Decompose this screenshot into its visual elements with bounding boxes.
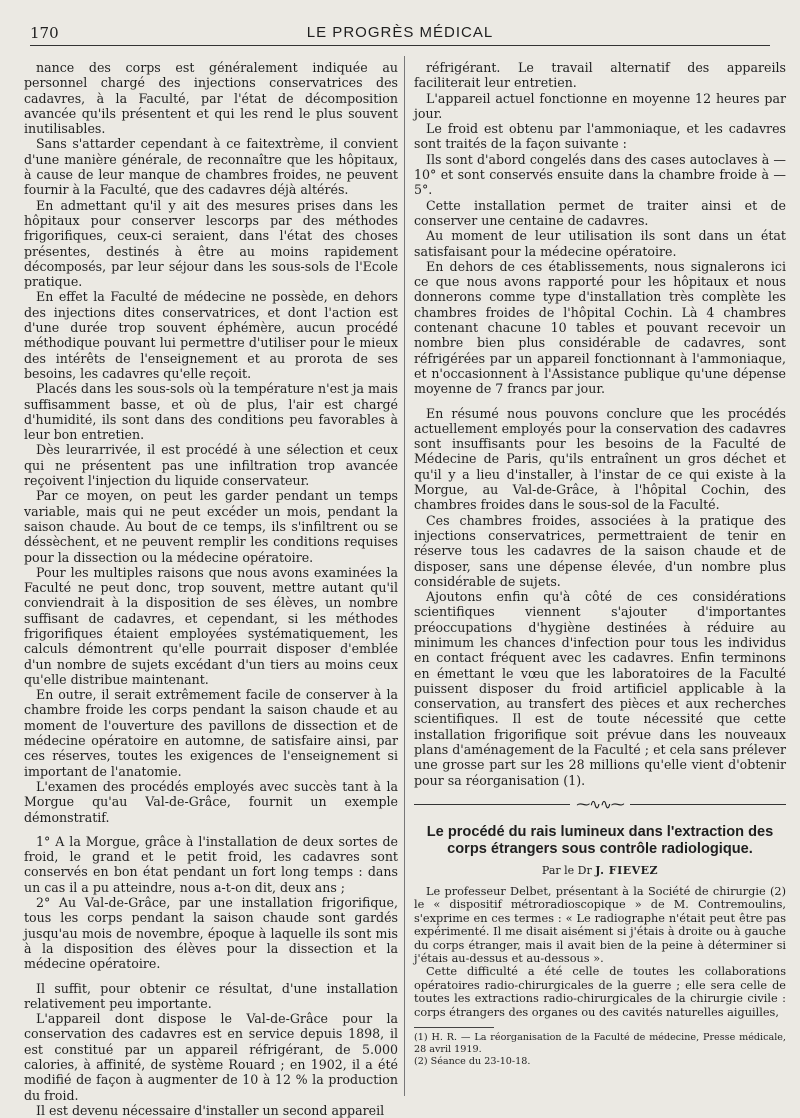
paragraph: 1° A la Morgue, grâce à l'installation de deux sortes de froid, le grand et le petit froid, les cadavres sont conservés en bon état pendant un fort long temps : dans un cas il a pu atteindre, nous a-t-on dit, deux ans ; [24, 833, 398, 895]
paragraph: En résumé nous pouvons conclure que les procédés actuellement employés pour la conservation des cadavres sont insuffisants pour les besoins de la Faculté de Médecine de Paris, qu'ils entraînent un gros déchet et qu'il y a lieu d'installer, à l'instar de ce qui existe à la Morgue, au Val-de-Grâce, à l'hôpital Cochin, des chambres froides dans le sous-sol de la Faculté. [414, 405, 786, 513]
footnote-rule [414, 1027, 494, 1028]
page-number: 170 [30, 24, 59, 42]
paragraph: Ajoutons enfin qu'à côté de ces considérations scientifiques viennent s'ajouter d'importantes préoccupations d'hygiène destinées à réduire au minimum les chances d'infection pour tous les individus en contact fréquent avec les cadavres. Enfin terminons en émettant le vœu que les laboratoires de la Faculté puissent disposer du froid artificiel applicable à la conservation, au transfert des pièces et aux recherches scientifiques. Il est de toute nécessité que cette installation frigorifique soit prévue dans les nouveaux plans d'aménagement de la Faculté ; et cela sans prélever une grosse part sur les 28 millions qu'elle vient d'obtenir pour sa réorganisation (1). [414, 589, 786, 788]
author-name: J. FIEVEZ [595, 863, 659, 877]
flourish-ornament: ⁓∿∿⁓ [576, 796, 624, 813]
article-byline [414, 864, 786, 877]
paragraph: En effet la Faculté de médecine ne possède, en dehors des injections dites conservatrices, et dont l'action est d'une durée trop souvent éphémère, aucun procédé méthodique pouvant lui permettre d'utiliser pour le mieux des intérêts de l'enseignement et au prorota de ses besoins, les cadavres qu'elle reçoit. [24, 289, 398, 381]
paragraph: Ils sont d'abord congelés dans des cases autoclaves à — 10° et sont conservés ensuite dans la chambre froide à — 5°. [414, 151, 786, 198]
paragraph: Il suffit, pour obtenir ce résultat, d'une installation relativement peu importante. [24, 980, 398, 1011]
paragraph: nance des corps est généralement indiquée au personnel chargé des injections conservatrices des cadavres, à la Faculté, par l'état de décomposition avancée qu'ils présentent et qui les rend le plus souvent inutilisables. [24, 60, 398, 137]
paragraph: L'examen des procédés employés avec succès tant à la Morgue qu'au Val-de-Grâce, fournit un exemple démonstratif. [24, 778, 398, 825]
paragraph: Sans s'attarder cependant à ce faitextrème, il convient d'une manière générale, de reconnaître que les hôpitaux, à cause de leur manque de chambres froides, ne peuvent fournir à la Faculté, que des cadavres déjà altérés. [24, 136, 398, 198]
paragraph: Le froid est obtenu par l'ammoniaque, et les cadavres sont traités de la façon suivante : [414, 121, 786, 152]
column-divider [404, 56, 405, 1096]
left-column [24, 60, 398, 1118]
paragraph: Il est devenu nécessaire d'installer un second appareil [36, 1102, 385, 1118]
paragraph: Au moment de leur utilisation ils sont dans un état satisfaisant pour la médecine opératoire. [414, 228, 786, 259]
paragraph: Cette difficulté a été celle de toutes les collaborations opératoires radio-chirurgicales de la guerre ; elle sera celle de toutes les extractions radio-chirurgicales de la chirurgie civile : corps étrangers des organes ou des cavités naturelles aiguilles, [414, 965, 786, 1019]
section-divider [414, 796, 786, 814]
header-rule [30, 45, 770, 46]
paragraph: Cette installation permet de traiter ainsi et de conserver une centaine de cadavres. [414, 197, 786, 228]
footnote: (1) H. R. — La réorganisation de la Faculté de médecine, Presse médicale, 28 avril 1919. [414, 1032, 786, 1056]
paragraph: 2° Au Val-de-Grâce, par une installation frigorifique, tous les corps pendant la saison chaude sont gardés jusqu'au mois de novembre, époque à laquelle ils sont mis à la disposition des élèves pour la dissection et la médecine opératoire. [24, 895, 398, 972]
paragraph: Par ce moyen, on peut les garder pendant un temps variable, mais qui ne peut excéder un mois, pendant la saison chaude. Au bout de ce temps, ils s'infiltrent ou se déssèchent, et ne peuvent remplir les conditions requises pour la dissection ou la médecine opératoire. [24, 488, 398, 565]
paragraph: réfrigérant. Le travail alternatif des appareils faciliterait leur entretien. [414, 60, 786, 91]
paragraph: En outre, il serait extrêmement facile de conserver à la chambre froide les corps pendant la saison chaude et au moment de l'ouverture des pavillons de dissection et de médecine opératoire en automne, de satisfaire ainsi, par ces réserves, toutes les exigences de l'enseignement si important de l'anatomie. [24, 687, 398, 779]
page-header [30, 14, 770, 40]
paragraph: En dehors de ces établissements, nous signalerons ici ce que nous avons rapporté pour les hôpitaux et nous donnerons comme type d'installation très complète les chambres froides de l'hôpital Cochin. Là 4 chambres contenant chacune 10 tables et pouvant recevoir un nombre bien plus considérable de cadavres, sont réfrigérées par un appareil fonctionnant à l'ammoniaque, et n'occasionnent à l'Assistance publique qu'une dépense moyenne de 7 francs par jour. [414, 258, 786, 397]
paragraph: Dès leurarrivée, il est procédé à une sélection et ceux qui ne présentent pas une infiltration trop avancée reçoivent l'injection du liquide conservateur. [24, 442, 398, 489]
paragraph: L'appareil dont dispose le Val-de-Grâce pour la conservation des cadavres est en service depuis 1898, il est constitué par un appareil réfrigérant, de 5.000 calories, à affinité, de système Rouard ; en 1902, il a été modifié de façon à augmenter de 10 à 12 % la production du froid. [24, 1011, 398, 1103]
right-column [414, 60, 786, 1068]
paragraph: En admettant qu'il y ait des mesures prises dans les hôpitaux pour conserver lescorps par des méthodes frigorifiques, ceux-ci seraient, dans l'état des choses présentes, destinés à être au moins rapidement décomposés, par leur séjour dans les sous-sols de l'Ecole pratique. [24, 197, 398, 290]
paragraph: Le professeur Delbet, présentant à la Société de chirurgie (2) le « dispositif métroradioscopique » de M. Contremoulins, s'exprime en ces termes : « Le radiographe n'était peut être pas expérimenté. Il me disait aisément si j'étais à droite ou à gauche du corps étranger, mais il avait bien de la peine à déterminer si j'étais au-dessus et au-dessous ». [414, 884, 786, 965]
divider-line [630, 804, 786, 805]
divider-line [414, 804, 570, 805]
paragraph: Ces chambres froides, associées à la pratique des injections conservatrices, permettraient de tenir en réserve tous les cadavres de la saison chaude et de disposer, sans une dépense élevée, d'un nombre plus considérable de sujets. [414, 512, 786, 589]
paragraph: Pour les multiples raisons que nous avons examinées la Faculté ne peut donc, trop souvent, mettre autant qu'il conviendrait à la disposition de ses élèves, un nombre suffisant de cadavres, et cependant, si les méthodes frigorifiques étaient employées systématiquement, les calculs démontrent qu'elle pourrait disposer d'emblée d'un nombre de sujets excédant d'un tiers au moins ceux qu'elle distribue maintenant. [24, 564, 398, 687]
article-title: Le procédé du rais lumineux dans l'extraction des corps étrangers sous contrôle radiologique. [426, 823, 774, 857]
byline-prefix: Par le Dr [541, 863, 592, 877]
journal-title: LE PROGRÈS MÉDICAL [306, 24, 494, 41]
footnote: (2) Séance du 23-10-18. [414, 1056, 531, 1068]
paragraph: Placés dans les sous-sols où la température n'est ja mais suffisamment basse, et où de plus, l'air est chargé d'humidité, ils sont dans des conditions peu favorables à leur bon entretien. [24, 381, 398, 443]
paragraph: L'appareil actuel fonctionne en moyenne 12 heures par jour. [414, 90, 786, 121]
